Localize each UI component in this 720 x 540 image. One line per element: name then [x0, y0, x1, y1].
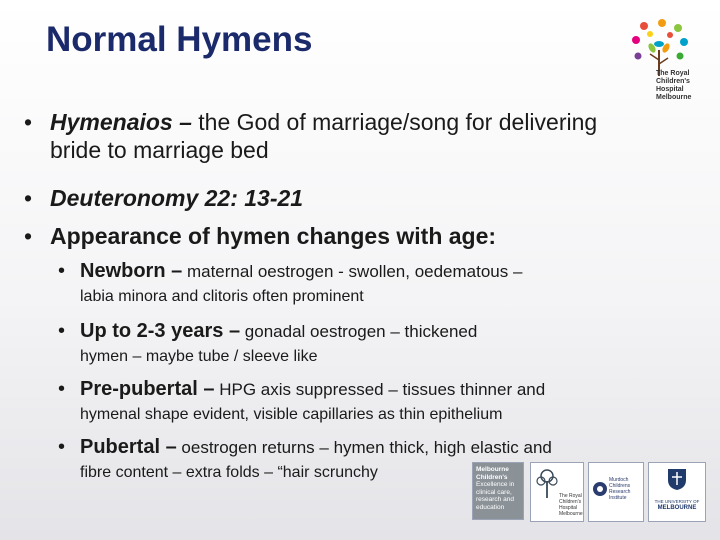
- subbullet-head: Up to 2-3 years –: [80, 320, 241, 342]
- bullet-dot: •: [24, 185, 33, 211]
- bullet-dot: •: [58, 260, 66, 282]
- badge-line: Murdoch: [609, 477, 629, 483]
- bullet-dot: •: [58, 320, 66, 342]
- rch-logo-text: [656, 70, 708, 102]
- subbullet-head: Pre-pubertal –: [80, 378, 215, 400]
- subbullet-rest: maternal oestrogen - swollen, oedematous –: [182, 262, 523, 281]
- bullet-text: [50, 184, 630, 212]
- tree-icon: [535, 469, 559, 499]
- subbullet-continuation: fibre content – extra folds – “hair scrunchy: [80, 464, 378, 481]
- subbullet-continuation: labia minora and clitoris often prominent: [80, 288, 364, 305]
- bullet-dot: •: [58, 436, 66, 458]
- subbullet-rest: HPG axis suppressed – tissues thinner and: [214, 380, 546, 399]
- bullet-lead: Deuteronomy 22: 13-21: [50, 185, 304, 211]
- subbullet-continuation: hymenal shape evident, visible capillaries as thin epithelium: [80, 406, 503, 423]
- badge-line: The Royal: [559, 493, 582, 499]
- subbullet-head: Newborn –: [80, 260, 183, 282]
- subbullet-rest: gonadal oestrogen – thickened: [240, 322, 478, 341]
- rch-flower-logo-icon: [628, 18, 698, 78]
- subbullet-line: [80, 320, 680, 343]
- logo-line: Children's: [656, 78, 690, 85]
- bullet-dot: •: [24, 109, 33, 135]
- badge-royal-childrens-hospital: [530, 462, 584, 522]
- badge-mcri-text: [609, 477, 630, 501]
- bullet-dot: •: [24, 223, 33, 249]
- slide-title: Normal Hymens: [46, 20, 313, 59]
- mcri-logo-icon: [592, 481, 608, 497]
- bullet-dot: •: [58, 378, 66, 400]
- badge-line: Excellence in: [476, 481, 515, 488]
- bullet-lead: Hymenaios –: [50, 109, 192, 135]
- badge-line: clinical care,: [476, 488, 512, 496]
- badge-line: Childrens: [609, 483, 631, 489]
- badge-line: Melbourne: [476, 466, 509, 473]
- badge-line: Institute: [609, 495, 627, 501]
- subbullet-line: [80, 260, 680, 283]
- bullet-text: [50, 222, 630, 250]
- logo-line: Melbourne: [656, 94, 692, 101]
- subbullet-line: [80, 436, 680, 459]
- subbullet-rest: oestrogen returns – hymen thick, high elastic and: [176, 438, 552, 457]
- subbullet-line: [80, 378, 680, 401]
- badge-line: Melbourne: [559, 511, 583, 517]
- subbullet-head: Pubertal –: [80, 436, 177, 458]
- badge-line: MELBOURNE: [657, 505, 697, 511]
- bullet-rest: the God of marriage/song for delivering bride to marriage bed: [50, 109, 598, 163]
- bullet-text: [50, 108, 630, 164]
- badge-line: Children's: [476, 473, 508, 481]
- subbullet-continuation: hymen – maybe tube / sleeve like: [80, 348, 318, 365]
- badge-murdoch-research: [588, 462, 644, 522]
- bullet-lead: Appearance of hymen changes with age:: [50, 223, 497, 249]
- badge-university-melbourne: [648, 462, 706, 522]
- badge-line: Hospital: [559, 505, 578, 511]
- rch-logo: [622, 18, 706, 114]
- badge-line: research and: [476, 496, 514, 503]
- badge-rch-text: [559, 493, 583, 517]
- badge-line: education: [476, 503, 505, 511]
- badge-line: Research: [609, 489, 631, 495]
- badge-uni-text: [651, 499, 703, 511]
- badge-melbourne-childrens: [472, 462, 524, 520]
- logo-line: The Royal: [656, 70, 690, 77]
- badge-line: THE UNIVERSITY OF: [654, 499, 700, 504]
- partner-badges: [472, 462, 708, 522]
- university-crest-icon: [666, 467, 688, 491]
- logo-line: Hospital: [656, 86, 684, 93]
- badge-line: Children's: [559, 499, 582, 505]
